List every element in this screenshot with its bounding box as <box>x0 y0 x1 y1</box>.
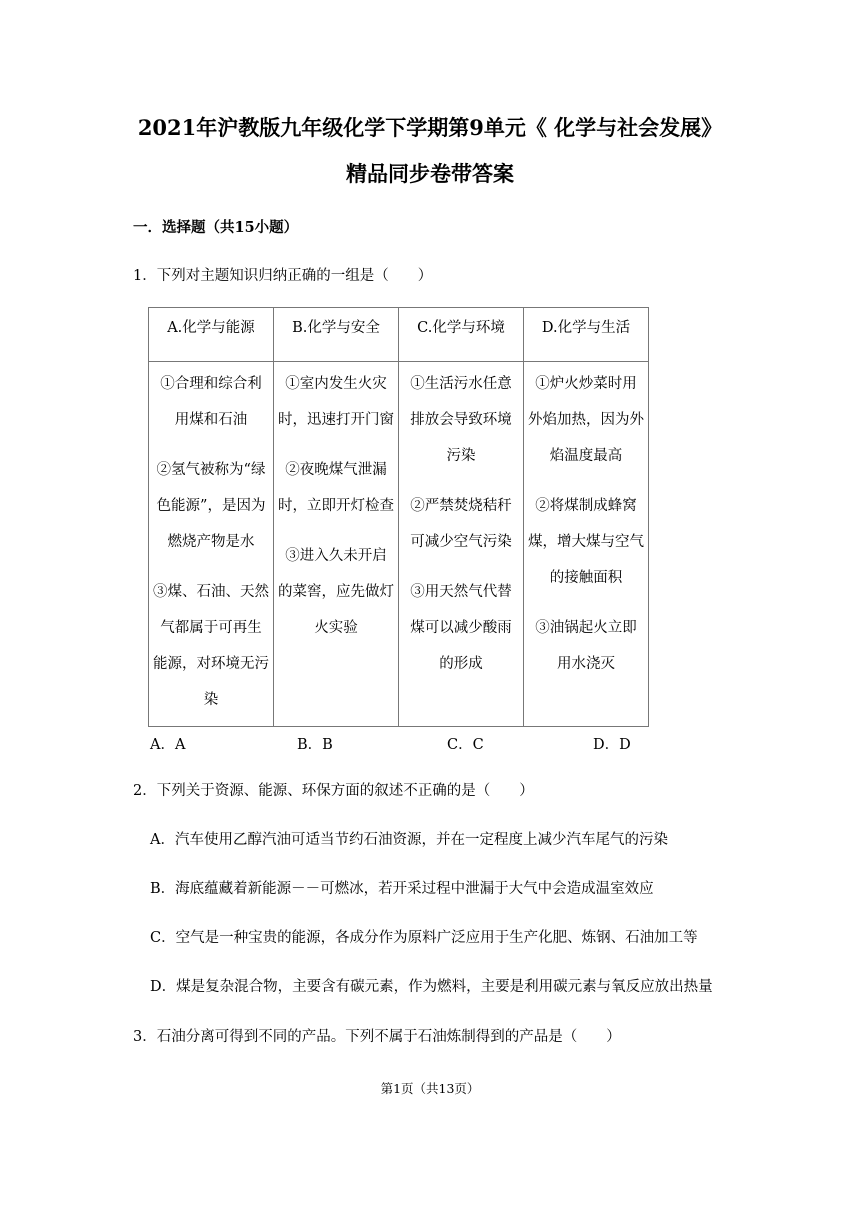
page-footer: 第1页（共13页） <box>380 1081 480 1096</box>
table-cell-line <box>151 560 271 574</box>
q2-option-c: C．空气是一种宝贵的能源，各成分作为原料广泛应用于生产化肥、炼钢、石油加工等 <box>150 930 698 946</box>
table-cell-line: ①室内发生火灾 <box>285 376 387 392</box>
q1-option-b: B．B <box>297 737 333 753</box>
table-cell-line <box>276 524 396 538</box>
table-cell-line <box>401 474 521 488</box>
table-cell-line: ②夜晚煤气泄漏 <box>285 462 387 478</box>
table-cell-c <box>399 362 524 727</box>
table-cell-line: 火实验 <box>314 620 358 636</box>
q2-option-b: B．海底蕴藏着新能源－－可燃冰，若开采过程中泄漏于大气中会造成温室效应 <box>150 881 654 897</box>
table-cell-line: 的菜窖，应先做灯 <box>278 584 394 600</box>
table-header-b: B.化学与安全 <box>274 308 399 362</box>
table-cell-d <box>524 362 649 727</box>
table-cell-line: ②严禁焚烧秸秆 <box>410 498 512 514</box>
table-cell-line: 煤可以减少酸雨 <box>410 620 512 636</box>
table-header-d: D.化学与生活 <box>524 308 649 362</box>
table-cell-line: ③进入久未开启 <box>285 548 387 564</box>
table-cell-line: ③油锅起火立即 <box>535 620 637 636</box>
q1-option-c: C．C <box>447 737 484 753</box>
q1-option-d: D．D <box>593 737 631 753</box>
question-2-stem: 2．下列关于资源、能源、环保方面的叙述不正确的是（ ） <box>133 783 534 799</box>
table-cell-line: 煤，增大煤与空气 <box>528 534 644 550</box>
q2-option-a: A．汽车使用乙醇汽油可适当节约石油资源，并在一定程度上减少汽车尾气的污染 <box>150 832 668 848</box>
table-cell-line: ②氢气被称为“绿 <box>156 462 266 478</box>
table-cell-line: 时，立即开灯检查 <box>278 498 394 514</box>
document-title-line1: 2021年沪教版九年级化学下学期第9单元《 化学与社会发展》 <box>137 115 723 140</box>
table-cell-line: 用煤和石油 <box>174 412 248 428</box>
question-1-table <box>148 307 649 727</box>
question-1-stem: 1．下列对主题知识归纳正确的一组是（ ） <box>133 268 433 284</box>
section-heading: 一．选择题（共15小题） <box>133 219 299 236</box>
table-cell-line: 的接触面积 <box>549 570 623 586</box>
table-cell-line: ①合理和综合利 <box>160 376 262 392</box>
table-cell-line: 时，迅速打开门窗 <box>278 412 394 428</box>
table-cell-line: 可减少空气污染 <box>410 534 512 550</box>
table-cell-line: 染 <box>203 692 219 708</box>
table-cell-line: 污染 <box>446 448 476 464</box>
table-cell-line: 气都属于可再生 <box>160 620 262 636</box>
table-cell-line <box>526 596 646 610</box>
table-cell-line <box>276 438 396 452</box>
table-cell-line <box>401 560 521 574</box>
table-cell-line <box>151 438 271 452</box>
table-cell-line: 焰温度最高 <box>549 448 623 464</box>
table-cell-line: ③用天然气代替 <box>410 584 512 600</box>
table-cell-line: ②将煤制成蜂窝 <box>535 498 637 514</box>
q1-option-a: A．A <box>150 737 186 753</box>
table-header-a: A.化学与能源 <box>149 308 274 362</box>
table-header-c: C.化学与环境 <box>399 308 524 362</box>
table-cell-line: 外焰加热，因为外 <box>528 412 644 428</box>
table-cell-line: 色能源”，是因为 <box>156 498 266 514</box>
document-title-line2: 精品同步卷带答案 <box>346 161 514 186</box>
q2-option-d: D．煤是复杂混合物，主要含有碳元素，作为燃料，主要是利用碳元素与氧反应放出热量 <box>150 979 713 995</box>
table-cell-b <box>274 362 399 727</box>
table-cell-line: 能源，对环境无污 <box>153 656 269 672</box>
table-cell-line: 的形成 <box>439 656 483 672</box>
table-cell-line <box>526 474 646 488</box>
question-3-stem: 3．石油分离可得到不同的产品。下列不属于石油炼制得到的产品是（ ） <box>133 1029 621 1045</box>
table-cell-line: ③煤、石油、天然 <box>153 584 269 600</box>
table-cell-line: 排放会导致环境 <box>410 412 512 428</box>
table-cell-line: ①炉火炒菜时用 <box>535 376 637 392</box>
table-cell-line: 燃烧产物是水 <box>167 534 255 550</box>
table-cell-a <box>149 362 274 727</box>
table-cell-line: 用水浇灭 <box>557 656 615 672</box>
table-cell-line: ①生活污水任意 <box>410 376 512 392</box>
